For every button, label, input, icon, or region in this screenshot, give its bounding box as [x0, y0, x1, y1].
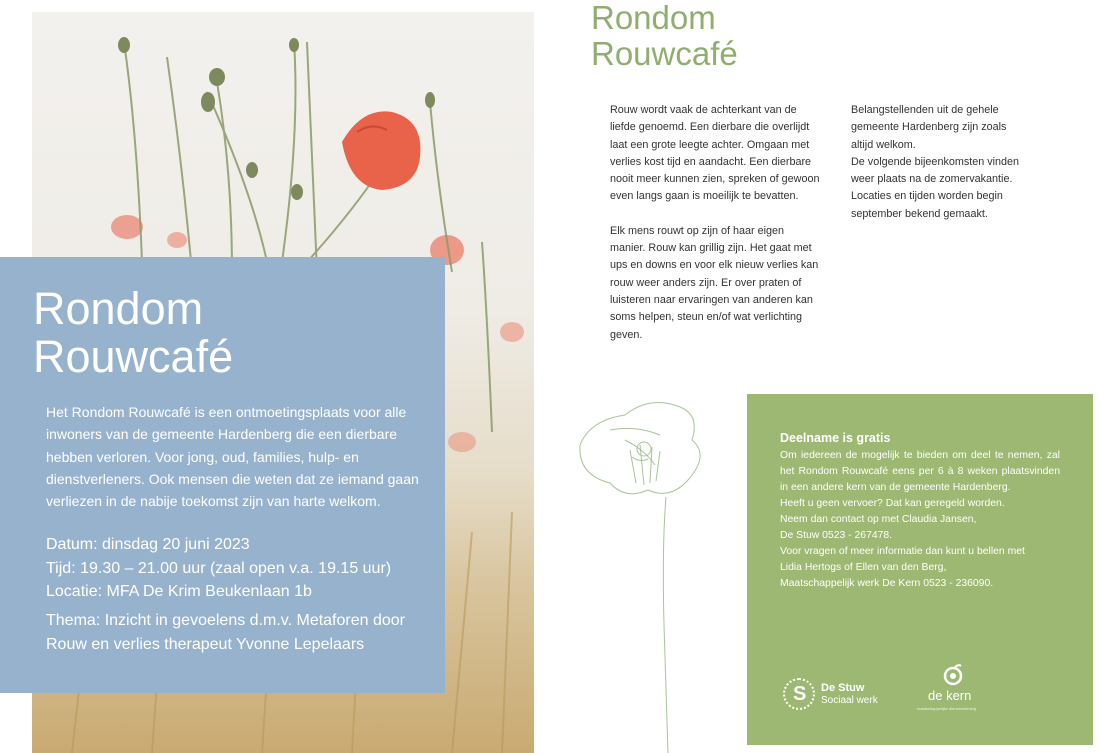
poppy-drawing-icon: [570, 385, 720, 753]
paragraph-bijeenkomsten: De volgende bijeenkomsten vinden weer plaats na de zomervakantie. Locaties en tijden worden begin september bekend gemaakt.: [851, 155, 1020, 220]
event-date: Datum: dinsdag 20 juni 2023: [46, 536, 250, 553]
de-stuw-logo-icon: [783, 678, 815, 710]
participation-p7: Maatschappelijk werk De Kern 0523 - 236090.: [780, 578, 994, 589]
flyer-title-line1: Rondom: [33, 283, 204, 334]
participation-box: [747, 394, 1093, 745]
de-kern-logo-name: de kern: [928, 688, 972, 703]
event-details: [46, 533, 436, 604]
de-kern-logo: [917, 664, 1005, 714]
event-info-panel: [0, 257, 445, 693]
de-kern-logo-icon: [943, 664, 963, 686]
flyer-title: [33, 285, 233, 381]
paragraph-rouw: Rouw wordt vaak de achterkant van de liefde genoemd. Een dierbare die overlijdt laat een grote leegte achter. Omgaan met verlies kost tijd en aandacht. Een dierbare nooit meer kunnen zien, spreken of gewoon even langs gaan is moeilijk te bevatten.: [610, 104, 820, 203]
participation-heading: Deelname is gratis: [780, 431, 891, 445]
participation-p2: Heeft u geen vervoer? Dat kan geregeld worden.: [780, 498, 1005, 509]
paragraph-belangstellenden: Belangstellenden uit de gehele gemeente Hardenberg zijn zoals altijd welkom.: [851, 104, 1007, 151]
right-title-line2: Rouwcafé: [591, 35, 738, 72]
de-kern-logo-tagline: maatschappelijke dienstverlening: [917, 706, 976, 711]
right-title-line1: Rondom: [591, 0, 716, 36]
event-theme: Thema: Inzicht in gevoelens d.m.v. Metaforen door Rouw en verlies therapeut Yvonne Lepelaars: [46, 612, 405, 653]
text-column-right: [851, 102, 1031, 223]
right-page-title: [591, 0, 738, 72]
text-column-left: [610, 102, 820, 344]
de-stuw-logo-tagline: Sociaal werk: [821, 695, 878, 706]
event-time: Tijd: 19.30 – 21.00 uur (zaal open v.a. 19.15 uur): [46, 559, 392, 577]
participation-p5: Voor vragen of meer informatie dan kunt u bellen met: [780, 546, 1025, 557]
flyer-intro: Het Rondom Rouwcafé is een ontmoetingsplaats voor alle inwoners van de gemeente Hardenberg die een dierbare hebben verloren. Voor jong, oud, families, hulp- en dienstverleners. Ook mensen die weten dat ze iemand gaan verliezen in de nabije toekomst zijn van harte welkom.: [46, 404, 419, 510]
event-location: Locatie: MFA De Krim Beukenlaan 1b: [46, 583, 312, 600]
participation-p4: De Stuw 0523 - 267478.: [780, 530, 893, 541]
de-stuw-logo: [783, 678, 893, 714]
participation-p3: Neem dan contact op met Claudia Jansen,: [780, 514, 977, 525]
paragraph-elk-mens: Elk mens rouwt op zijn of haar eigen manier. Rouw kan grillig zijn. Het gaat met ups en downs en voor elk nieuw verlies kan rouw weer anders zijn. Er over praten of luisteren naar ervaringen van anderen kan soms helpen, steun en/of wat verlichting geven.: [610, 224, 819, 341]
participation-p1: Om iedereen de mogelijk te bieden om deel te nemen, zal het Rondom Rouwcafé eens per 6 à 8 weken plaatsvinden in een andere kern van de gemeente Hardenberg.: [780, 450, 1060, 493]
de-stuw-logo-name: De Stuw: [821, 682, 865, 694]
flyer-title-line2: Rouwcafé: [33, 331, 234, 382]
de-stuw-logo-letter: S: [793, 683, 807, 705]
participation-p6: Lidia Hertogs of Ellen van den Berg,: [780, 562, 947, 573]
participation-text: [780, 448, 1060, 592]
